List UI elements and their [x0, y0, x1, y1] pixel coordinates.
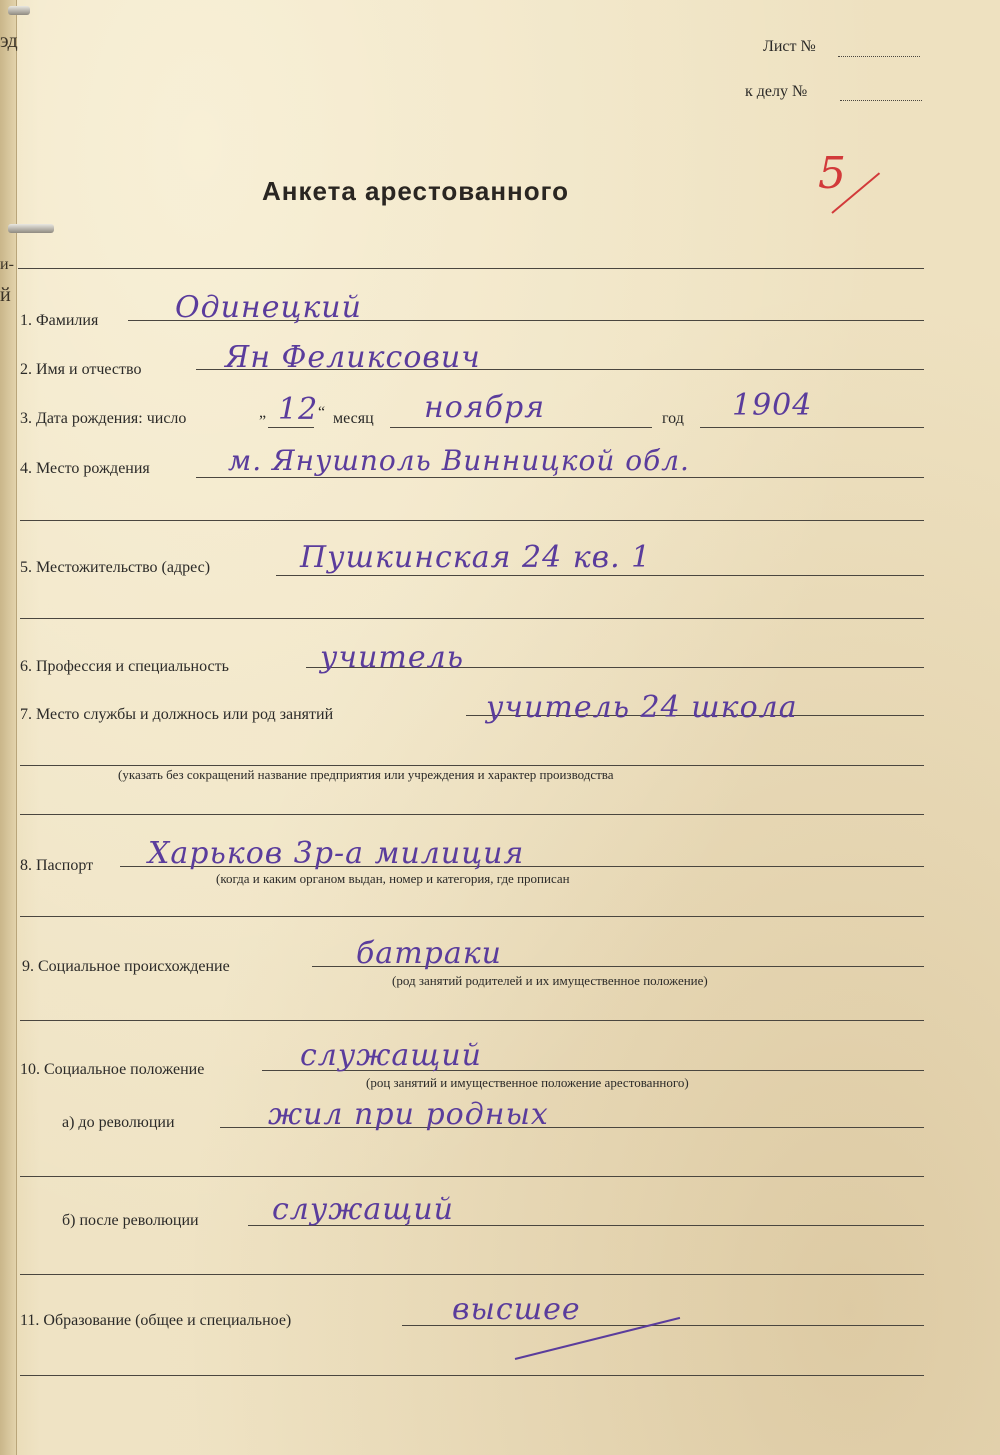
- birthdate-label: 3. Дата рождения: число: [20, 410, 187, 427]
- month-line: [390, 427, 652, 428]
- social-status-hint: (роц занятий и имущественное положение арестованного): [366, 1075, 689, 1090]
- social-origin-value: батраки: [356, 936, 502, 971]
- profession-label: 6. Профессия и специальность: [20, 658, 229, 675]
- before-revolution-label: а) до революции: [62, 1114, 175, 1131]
- workplace-hint: (указать без сокращений название предприятия или учреждения и характер производства: [118, 767, 614, 782]
- residence-value: Пушкинская 24 кв. 1: [300, 540, 652, 575]
- birth-year-value: 1904: [732, 388, 813, 423]
- staple: [8, 224, 54, 233]
- sheet-line: [838, 56, 920, 57]
- day-close-quote: “: [318, 404, 326, 421]
- workplace-value: учитель 24 школа: [486, 690, 798, 725]
- birthplace-line: [196, 477, 924, 478]
- after-revolution-label: б) после революции: [62, 1212, 199, 1229]
- residence-line: [276, 575, 924, 576]
- sheet-label: Лист №: [763, 38, 816, 55]
- blank-line: [20, 1375, 924, 1376]
- surname-label: 1. Фамилия: [20, 312, 99, 329]
- blank-line: [20, 1176, 924, 1177]
- blank-line: [20, 1274, 924, 1275]
- before-revolution-value: жил при родных: [268, 1097, 549, 1132]
- day-open-quote: „: [259, 404, 267, 421]
- margin-fragment: эд: [0, 30, 18, 52]
- blank-line: [20, 814, 924, 815]
- passport-label: 8. Паспорт: [20, 857, 94, 874]
- staple: [8, 6, 30, 15]
- social-status-value: служащий: [300, 1038, 482, 1073]
- blank-line: [20, 618, 924, 619]
- social-origin-hint: (род занятий родителей и их имущественное положение): [392, 973, 708, 988]
- blank-line: [20, 916, 924, 917]
- blank-line: [20, 1020, 924, 1021]
- year-line: [700, 427, 924, 428]
- name-label: 2. Имя и отчество: [20, 361, 142, 378]
- year-label: год: [662, 410, 684, 427]
- name-value: Ян Феликсович: [225, 340, 481, 375]
- education-label: 11. Образование (общее и специальное): [20, 1312, 292, 1329]
- case-line: [840, 100, 922, 101]
- case-label: к делу №: [745, 83, 808, 100]
- birth-month-value: ноября: [424, 390, 546, 425]
- birthplace-label: 4. Место рождения: [20, 460, 150, 477]
- residence-label: 5. Местожительство (адрес): [20, 559, 211, 576]
- social-origin-label: 9. Социальное происхождение: [22, 958, 230, 975]
- workplace-label: 7. Место службы и должнось или род занятий: [20, 706, 334, 723]
- margin-fragment: и-: [0, 256, 14, 273]
- day-line: [268, 427, 314, 428]
- month-label: месяц: [333, 410, 374, 427]
- passport-value: Харьков 3р-а милиция: [148, 836, 525, 871]
- surname-value: Одинецкий: [175, 290, 362, 325]
- passport-hint: (когда и каким органом выдан, номер и категория, где прописан: [216, 871, 570, 886]
- birthplace-value: м. Янушполь Винницкой обл.: [228, 444, 690, 477]
- birth-day-value: 12: [278, 392, 319, 427]
- margin-fragment: й: [0, 284, 11, 306]
- divider: [18, 268, 924, 269]
- profession-value: учитель: [320, 640, 465, 675]
- blank-line: [20, 520, 924, 521]
- sheet-number-handwritten: 5: [818, 148, 846, 199]
- after-revolution-value: служащий: [272, 1192, 454, 1227]
- social-status-label: 10. Социальное положение: [20, 1061, 205, 1078]
- blank-line: [20, 765, 924, 766]
- education-value: высшее: [452, 1292, 581, 1327]
- binding-strip: [0, 0, 17, 1455]
- form-title: Анкета арестованного: [262, 176, 569, 206]
